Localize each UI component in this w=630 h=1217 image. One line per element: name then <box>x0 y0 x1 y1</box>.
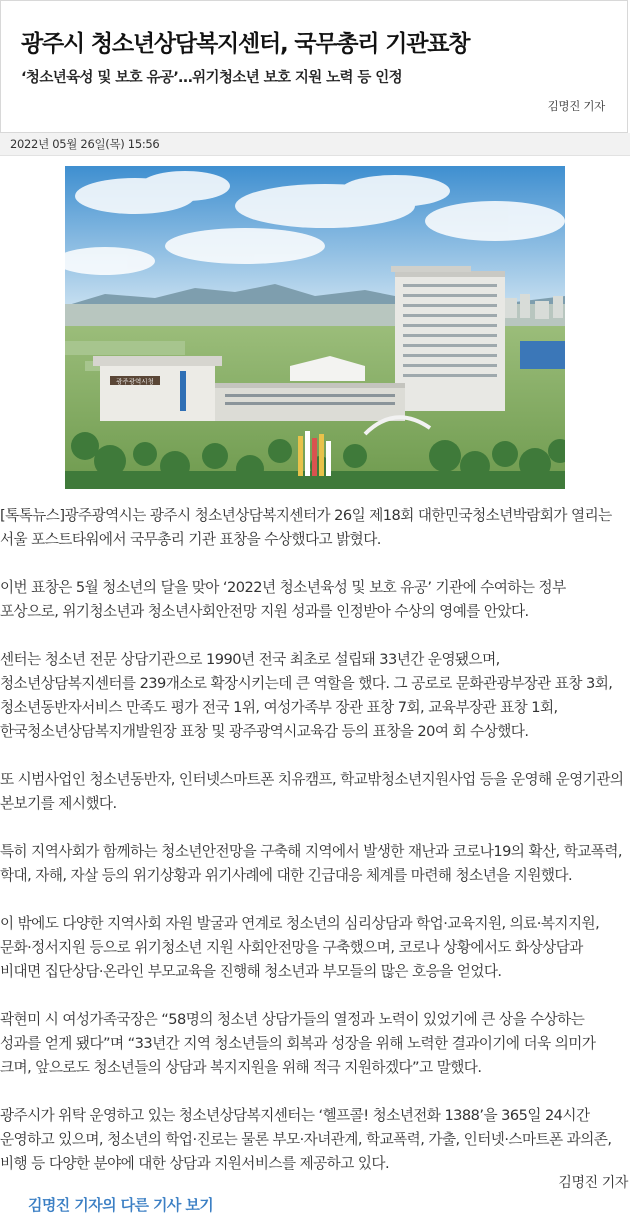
article-body <box>0 504 624 1176</box>
date-bar <box>0 133 630 156</box>
article-title: 광주시 청소년상담복지센터, 국무총리 기관표창 <box>21 31 470 57</box>
photo-sign-text: 광주광역시청 <box>116 377 154 386</box>
article-paragraph: 센터는 청소년 전문 상담기관으로 1990년 전국 최초로 설립돼 33년간 운영됐으며, 청소년상담복지센터를 239개소로 확장시키는데 큰 역할을 했다. 그 공로로 문화관광부장관 표창 3회, 청소년동반자서비스 만족도 평가 전국 1위, 여성가족부 장관 표창 7회, 교육부장관 표창 1회, 한국청소년상담복지개발원장 표창 및 광주광역시교육감 등의 표창을 20여 회 수상했다. <box>0 651 613 740</box>
article-subtitle: ‘청소년육성 및 보호 유공’…위기청소년 보호 지원 노력 등 인정 <box>21 70 403 86</box>
reporter-byline: 김명진 기자 <box>547 99 605 113</box>
article-paragraph: [톡톡뉴스]광주광역시는 광주시 청소년상담복지센터가 26일 제18회 대한민국청소년박람회가 열리는 서울 포스트타워에서 국무총리 기관 표창을 수상했다고 밝혔다. <box>0 507 612 548</box>
article-photo <box>65 166 565 489</box>
article-paragraph: 이 밖에도 다양한 지역사회 자원 발굴과 연계로 청소년의 심리상담과 학업·교육지원, 의료·복지지원, 문화·정서지원 등으로 위기청소년 지원 사회안전망을 구축했으며, 코로나 상황에서도 화상상담과 비대면 집단상담·온라인 부모교육을 진행해 청소년과 부모들의 많은 호응을 얻었다. <box>0 915 600 980</box>
article-paragraph: 곽현미 시 여성가족국장은 “58명의 청소년 상담가들의 열정과 노력이 있었기에 큰 상을 수상하는 성과를 얻게 됐다”며 “33년간 지역 청소년들의 회복과 성장을 위해 노력한 결과이기에 더욱 의미가 크며, 앞으로도 청소년들의 상담과 복지지원을 위해 적극 지원하겠다”고 말했다. <box>0 1011 596 1076</box>
article-paragraph: 광주시가 위탁 운영하고 있는 청소년상담복지센터는 ‘헬프콜! 청소년전화 1388’을 365일 24시간 운영하고 있으며, 청소년의 학업·진로는 물론 부모·자녀관계, 학교폭력, 가출, 인터넷·스마트폰 과의존, 비행 등 다양한 분야에 대한 상담과 지원서비스를 제공하고 있다. <box>0 1107 612 1172</box>
more-articles-link[interactable]: 김명진 기자의 다른 기사 보기 <box>28 1196 214 1214</box>
article-header <box>0 0 628 133</box>
article-paragraph: 또 시범사업인 청소년동반자, 인터넷스마트폰 치유캠프, 학교밖청소년지원사업 등을 운영해 운영기관의 본보기를 제시했다. <box>0 771 624 812</box>
photo-tower <box>391 266 505 411</box>
article-paragraph: 이번 표창은 5월 청소년의 달을 맞아 ‘2022년 청소년육성 및 보호 유공’ 기관에 수여하는 정부 포상으로, 위기청소년과 청소년사회안전망 지원 성과를 인정받아 수상의 영예를 안았다. <box>0 579 566 620</box>
publish-date: 2022년 05월 26일(목) 15:56 <box>10 137 160 151</box>
article-paragraph: 특히 지역사회가 함께하는 청소년안전망을 구축해 지역에서 발생한 재난과 코로나19의 확산, 학교폭력, 학대, 자해, 자살 등의 위기상황과 위기사례에 대한 긴급대응 체계를 마련해 청소년을 지원했다. <box>0 843 622 884</box>
reporter-byline-bottom: 김명진 기자 <box>558 1175 628 1191</box>
